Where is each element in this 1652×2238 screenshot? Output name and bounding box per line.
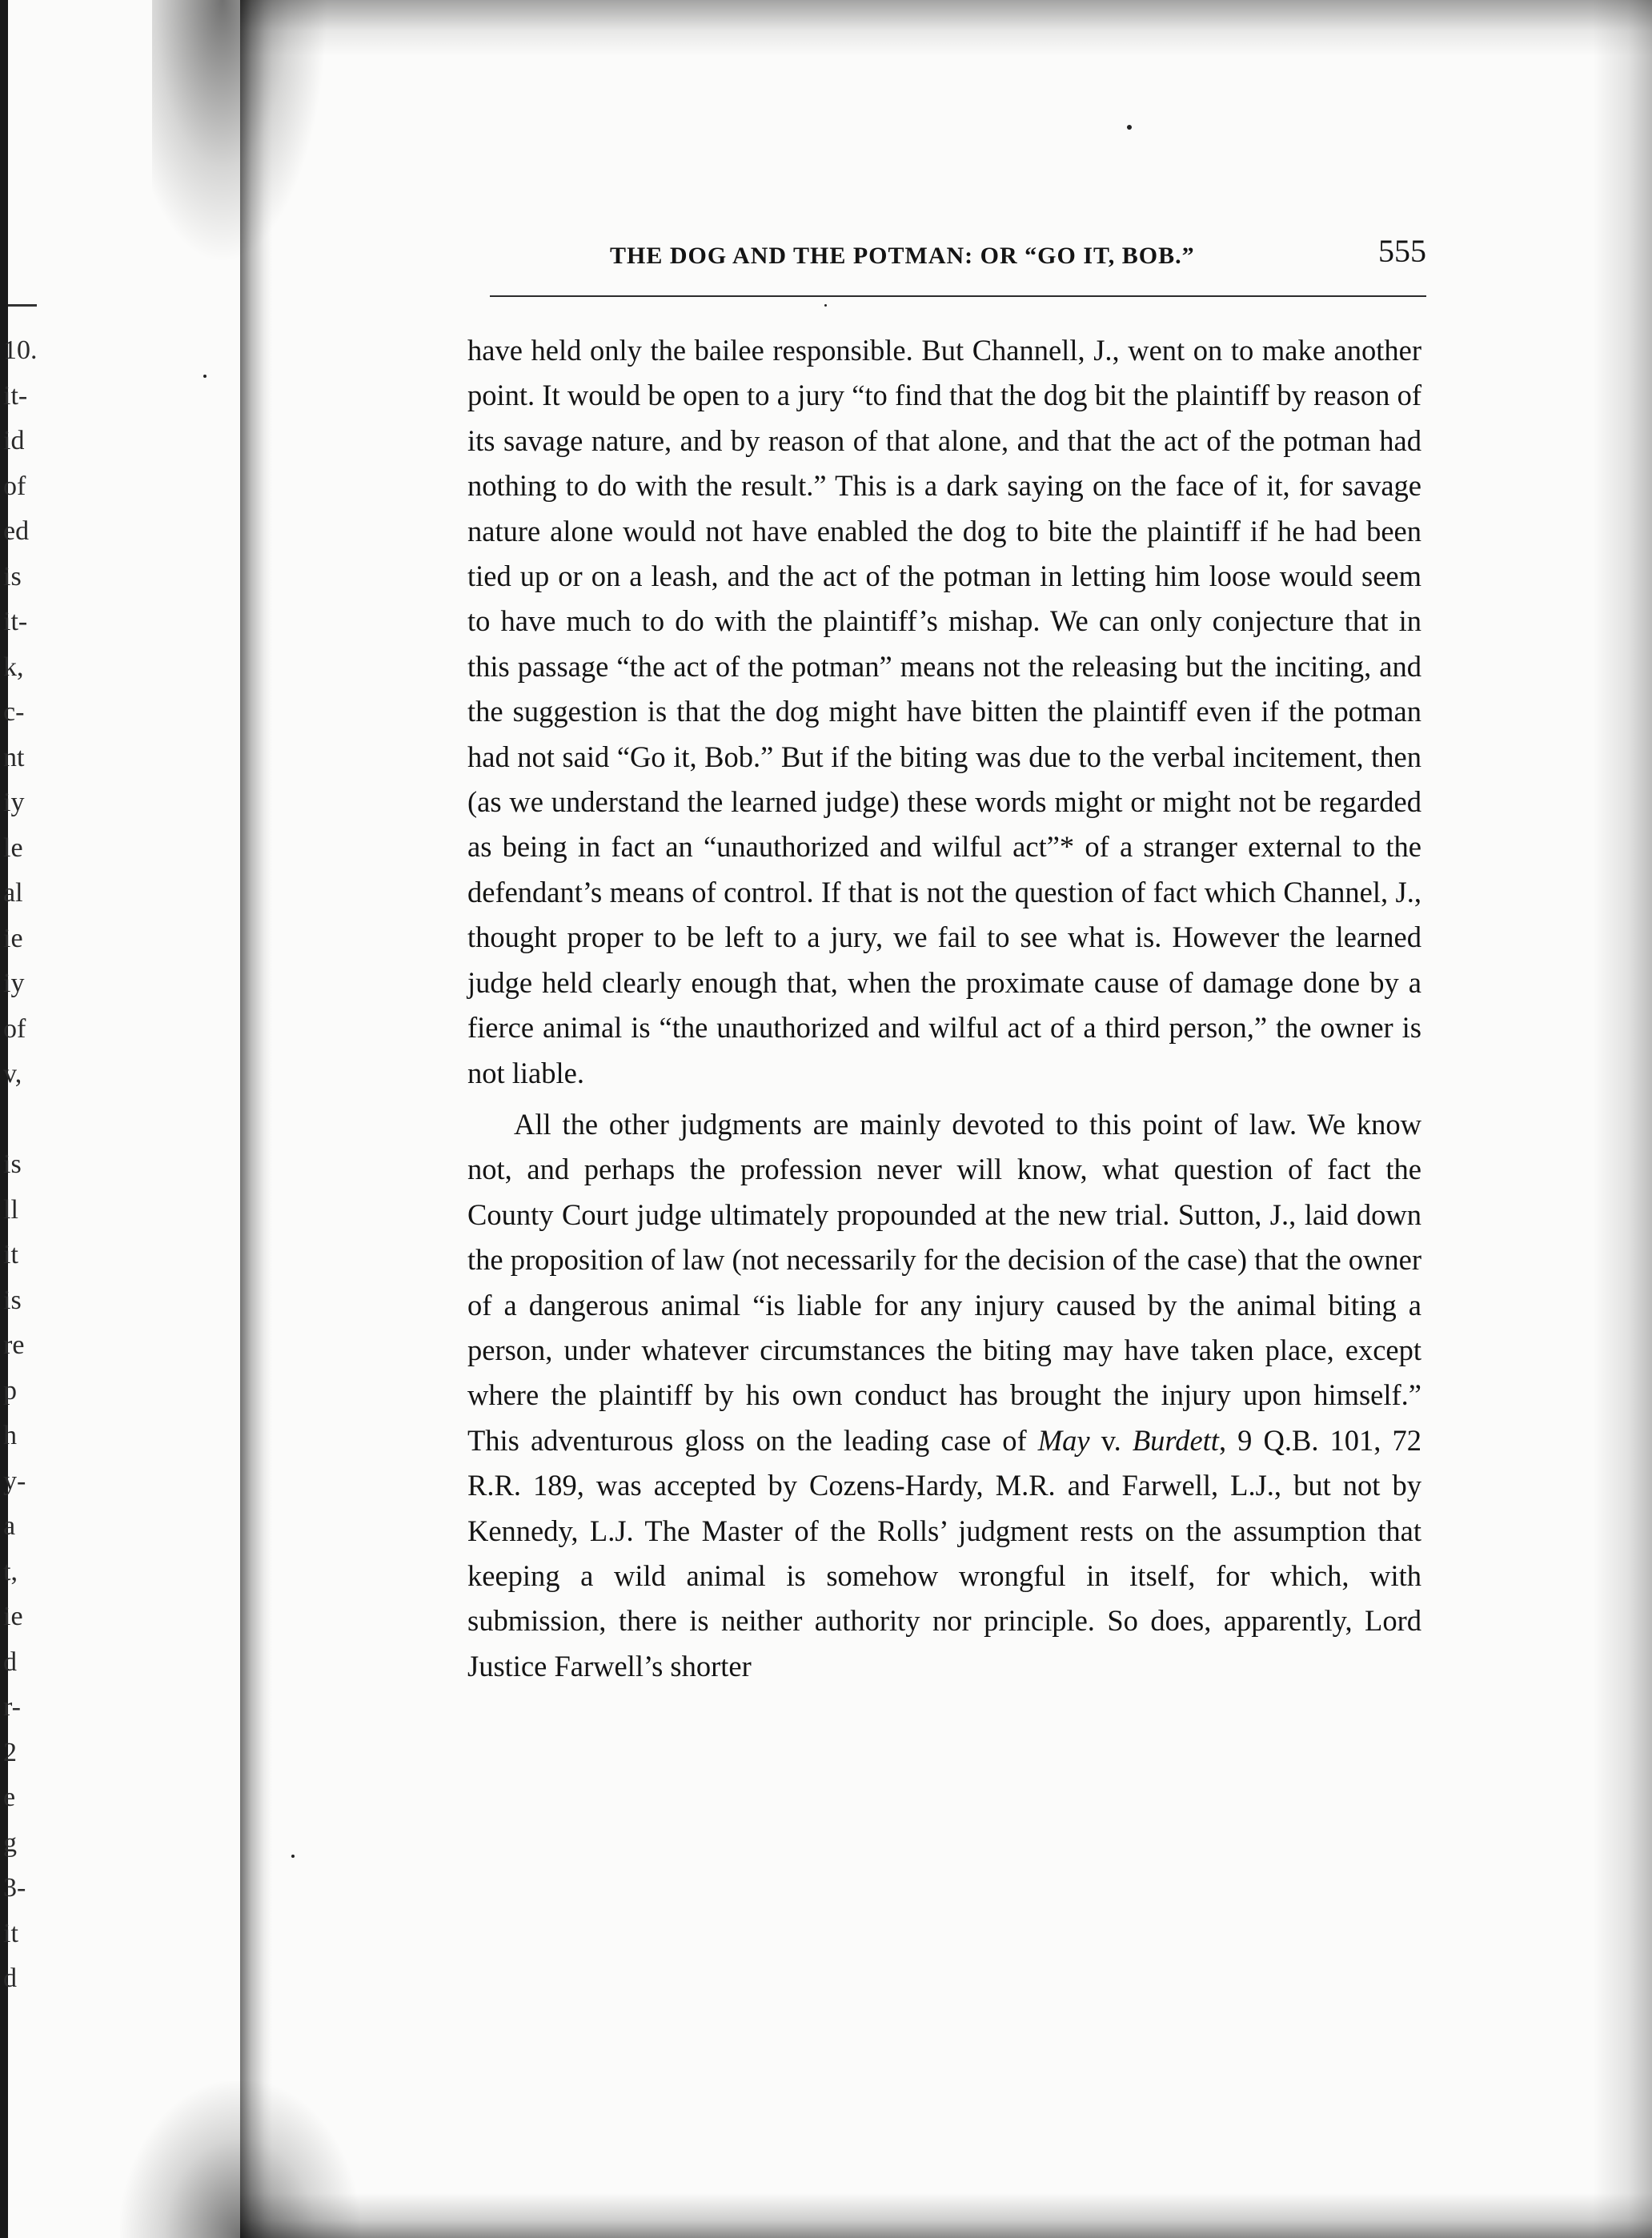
facing-fragment: ed	[3, 516, 30, 546]
facing-fragment: is	[3, 1149, 22, 1179]
paragraph-2-text-b: , 9 Q.B. 101, 72 R.R. 189, was accepted by Cozens-Hardy, M.R. and Farwell, L.J., but not by Kennedy, L.J. The Master of the Rolls’ judgment rests on the assumption that keeping a wild animal is somehow wrongful in itself, for which, with submission, there is neither authority nor principle. So does, apparently, Lord Justice Farwell’s shorter	[467, 1423, 1421, 1683]
facing-fragment: v,	[3, 1059, 22, 1089]
scan-edge-right	[1593, 0, 1652, 2238]
header-rule	[490, 295, 1426, 297]
facing-fragment: al	[3, 878, 23, 908]
facing-fragment: h	[3, 1421, 17, 1450]
facing-fragment: d	[3, 1646, 17, 1677]
scan-edge-top	[240, 0, 1652, 56]
facing-page-fragments	[3, 328, 51, 2002]
case-name-plaintiff: May	[1037, 1423, 1090, 1457]
facing-fragment: ll	[3, 1194, 18, 1225]
paragraph-1: have held only the bailee responsible. But Channell, J., went on to make another point. It would be open to a jury “to find that the dog bit the plaintiff by reason of its savage nature, and by reason of that alone, and that the act of the potman had nothing to do with the result.” This is a dark saying on the face of it, for savage nature alone would not have enabled the dog to bite the plaintiff if he had been tied up or on a leash, and the act of the potman in letting him loose would seem to have much to do with the plaintiff’s mishap. We can only conjecture that in this passage “the act of the potman” means not the releasing but the inciting, and the suggestion is that the dog might have bitten the plaintiff even if the potman had not said “Go it, Bob.” But if the biting was due to the verbal incitement, then (as we understand the learned judge) these words might or might not be regarded as being in fact an “unauthorized and wilful act”* of a stranger external to the defendant’s means of control. If that is not the question of fact which Channel, J., thought proper to be left to a jury, we fail to see what is. However the learned judge held clearly enough that, when the proximate cause of damage done by a fierce animal is “the unauthorized and wilful act of a third person,” the owner is not liable.	[467, 334, 1421, 1089]
paragraph-2-text-a: All the other judgments are mainly devoted to this point of law. We know not, and perhaps the profession never will know, what question of fact the County Court judge ultimately propounded at the new trial. Sutton, J., laid down the proposition of law (not necessarily for the decision of the case) that the owner of a dangerous animal “is liable for any injury caused by the animal biting a person, under whatever circumstances the biting may have taken place, except where the plaintiff by his own conduct has brought the injury upon himself.” This adventurous gloss on the leading case of	[467, 1107, 1421, 1457]
facing-fragment: of	[3, 471, 26, 501]
facing-fragment: y-	[3, 1466, 26, 1496]
facing-fragment: 10.	[3, 335, 38, 365]
facing-fragment: iy	[3, 788, 25, 817]
running-header: THE DOG AND THE POTMAN: OR “GO IT, BOB.”	[610, 243, 1195, 269]
scan-edge-bottom	[240, 2193, 1652, 2238]
facing-fragment: t,	[3, 1556, 18, 1586]
facing-fragment: c-	[3, 697, 25, 727]
facing-fragment: it	[3, 1918, 18, 1948]
facing-fragment: iy	[3, 969, 25, 998]
scan-speck	[824, 304, 827, 307]
facing-page-rule	[8, 304, 37, 307]
spine-shadow	[240, 0, 272, 2238]
facing-fragment: ie	[3, 1602, 23, 1631]
facing-fragment: d	[3, 1963, 17, 1993]
facing-fragment: r-	[3, 1692, 21, 1722]
page-number: 555	[1378, 233, 1426, 269]
facing-fragment: e	[3, 1783, 16, 1812]
case-name-defendant: Burdett	[1132, 1423, 1219, 1457]
facing-fragment: is	[3, 561, 22, 592]
facing-fragment: g	[3, 1827, 17, 1858]
facing-fragment: p	[3, 1375, 17, 1406]
facing-fragment	[3, 1097, 51, 1143]
facing-fragment: nt	[3, 742, 25, 772]
facing-fragment: it	[3, 1240, 18, 1269]
facing-fragment: it-	[3, 380, 28, 411]
facing-fragment: a	[3, 1511, 16, 1541]
facing-fragment: id	[3, 426, 25, 455]
scan-speck	[203, 375, 206, 378]
facing-fragment: 3-	[3, 1873, 26, 1903]
scan-speck	[1127, 125, 1132, 130]
body-text	[467, 328, 1421, 1689]
scan-speck	[291, 1855, 295, 1858]
facing-fragment: of	[3, 1013, 26, 1044]
facing-fragment: 2	[3, 1737, 17, 1767]
facing-fragment: k,	[3, 652, 24, 682]
facing-fragment: re	[3, 1330, 25, 1360]
facing-fragment: it-	[3, 607, 28, 636]
facing-fragment: ie	[3, 923, 23, 953]
facing-fragment: le	[3, 832, 23, 863]
case-versus: v.	[1089, 1423, 1133, 1457]
paragraph-2	[467, 1102, 1421, 1689]
facing-fragment: is	[3, 1285, 22, 1315]
